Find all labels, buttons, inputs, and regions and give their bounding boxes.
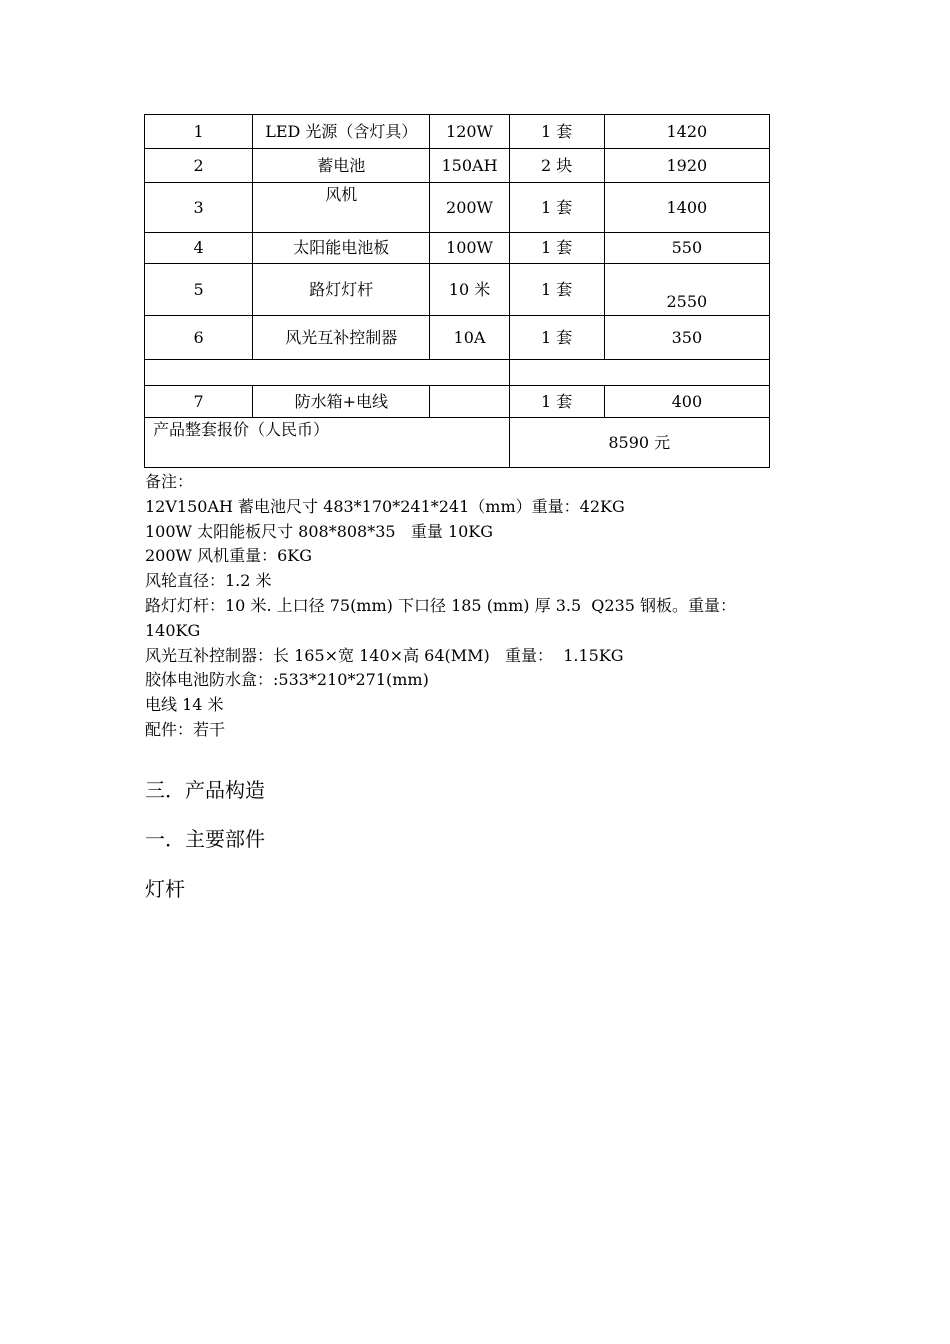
row-number: 2 (145, 149, 253, 183)
notes-title: 备注： (145, 472, 194, 491)
table-row-empty (145, 360, 770, 386)
item-quantity: 1 套 (509, 183, 604, 233)
note-line: 胶体电池防水盒：:533*210*271(mm) (145, 670, 429, 690)
empty-cell (509, 360, 769, 386)
item-spec: 10A (430, 316, 509, 360)
note-line: 电线 14 米 (145, 695, 224, 715)
item-name: 路灯灯杆 (253, 264, 430, 316)
item-price: 400 (604, 386, 769, 418)
item-quantity: 1 套 (509, 264, 604, 316)
total-label: 产品整套报价（人民币） (145, 418, 510, 468)
item-spec: 100W (430, 233, 509, 264)
note-line: 配件：若干 (145, 719, 226, 739)
item-price: 1420 (604, 115, 769, 149)
note-line: 140KG (145, 620, 201, 640)
table-row (145, 233, 770, 264)
section-heading: 三．产品构造 (145, 778, 265, 802)
note-line: 路灯灯杆：10 米. 上口径 75(mm) 下口径 185 (mm) 厚 3.5 Q235 钢板。重量： (145, 595, 737, 615)
item-price: 1920 (604, 149, 769, 183)
item-name: 风机 (253, 183, 430, 233)
item-price: 1400 (604, 183, 769, 233)
item-quantity: 1 套 (509, 115, 604, 149)
row-number: 3 (145, 183, 253, 233)
item-quantity: 1 套 (509, 386, 604, 418)
row-number: 1 (145, 115, 253, 149)
table-row (145, 316, 770, 360)
note-line: 风光互补控制器：长 165×宽 140×高 64(MM) 重量： 1.15KG (145, 645, 624, 665)
row-number: 5 (145, 264, 253, 316)
item-price: 2550 (604, 264, 769, 316)
item-name: LED 光源（含灯具） (253, 115, 430, 149)
item-quantity: 1 套 (509, 233, 604, 264)
notes-block (145, 470, 825, 743)
item-price: 350 (604, 316, 769, 360)
item-spec (430, 386, 509, 418)
row-number: 6 (145, 316, 253, 360)
note-line: 100W 太阳能板尺寸 808*808*35 重量 10KG (145, 521, 494, 541)
item-name: 太阳能电池板 (253, 233, 430, 264)
item-spec: 120W (430, 115, 509, 149)
empty-cell (145, 360, 510, 386)
item-name: 蓄电池 (253, 149, 430, 183)
table-row (145, 183, 770, 233)
item-quantity: 2 块 (509, 149, 604, 183)
price-table (144, 114, 770, 468)
table-row (145, 386, 770, 418)
row-number: 4 (145, 233, 253, 264)
item-spec: 150AH (430, 149, 509, 183)
table-row (145, 264, 770, 316)
item-name: 防水箱+电线 (253, 386, 430, 418)
item-spec: 200W (430, 183, 509, 233)
table-row (145, 115, 770, 149)
row-number: 7 (145, 386, 253, 418)
note-line: 12V150AH 蓄电池尺寸 483*170*241*241（mm）重量：42KG (145, 496, 625, 516)
item-name: 风光互补控制器 (253, 316, 430, 360)
note-line: 风轮直径：1.2 米 (145, 571, 272, 591)
item-price: 550 (604, 233, 769, 264)
table-row (145, 149, 770, 183)
item-heading: 灯杆 (145, 877, 185, 901)
item-quantity: 1 套 (509, 316, 604, 360)
total-row (145, 418, 770, 468)
note-line: 200W 风机重量：6KG (145, 546, 312, 566)
item-spec: 10 米 (430, 264, 509, 316)
total-value: 8590 元 (509, 418, 769, 468)
subsection-heading: 一．主要部件 (145, 827, 265, 851)
